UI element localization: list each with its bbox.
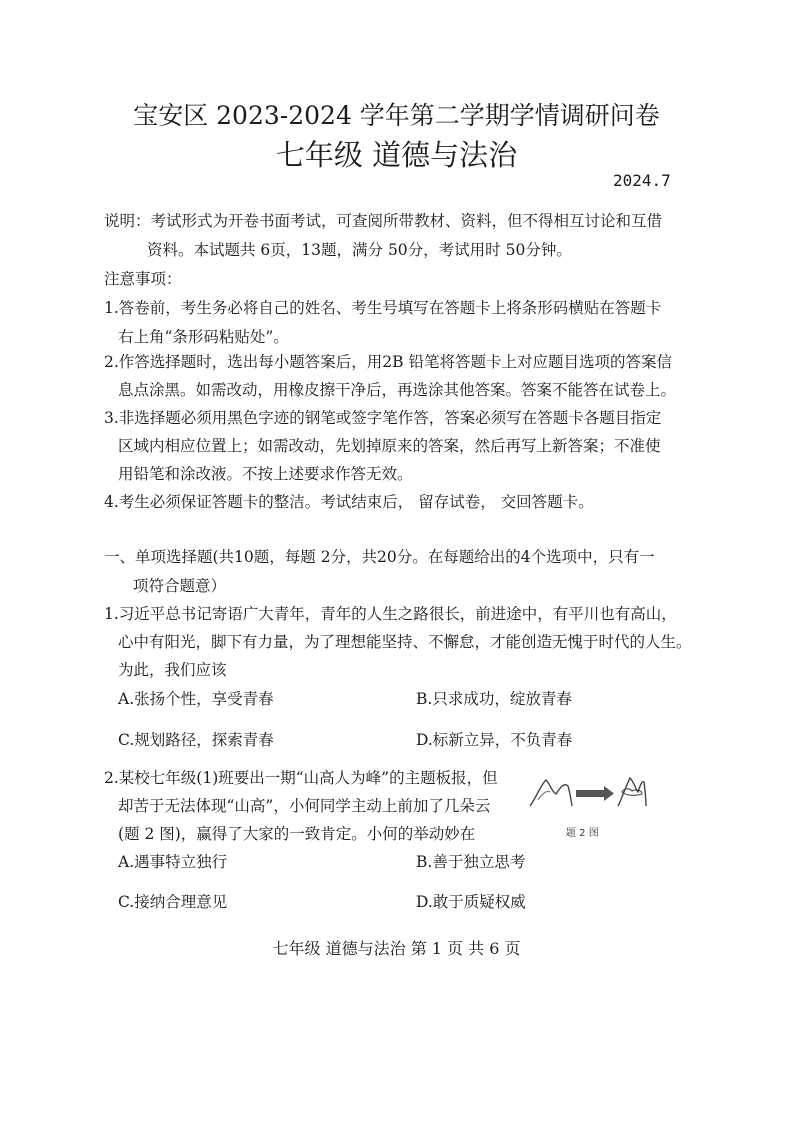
question-1-line2: 心中有阳光，脚下有力量，为了理想能坚持、不懈怠，才能创造无愧于时代的人生。 [118, 633, 692, 651]
question-2-option-d: D.敢于质疑权威 [416, 893, 526, 911]
question-1-line1: 1.习近平总书记寄语广大青年，青年的人生之路很长，前进途中，有平川也有高山， [104, 605, 677, 623]
question-2-option-a: A.遇事特立独行 [118, 853, 228, 871]
question-2-line2: 却苦于无法体现“山高”，小何同学主动上前加了几朵云 [118, 797, 491, 815]
notice-item-1-line1: 1.答卷前，考生务必将自己的姓名、考生号填写在答题卡上将条形码横贴在答题卡 [104, 299, 662, 317]
exam-date: 2024.7 [613, 171, 671, 190]
question-2-option-c: C.接纳合理意见 [118, 893, 228, 911]
notice-item-3-line3: 用铅笔和涂改液。不按上述要求作答无效。 [118, 465, 413, 483]
notice-item-2-line1: 2.作答选择题时，选出每小题答案后，用2B 铅笔将答题卡上对应题目选项的答案信 [104, 353, 672, 371]
page-footer: 七年级 道德与法治 第 1 页 共 6 页 [272, 939, 521, 958]
question-1-option-b: B.只求成功，绽放青春 [416, 690, 572, 708]
notice-item-3-line2: 区域内相应位置上；如需改动，先划掉原来的答案，然后再写上新答案；不准使 [118, 437, 661, 455]
exam-subject: 七年级 道德与法治 [275, 138, 518, 172]
notice-heading: 注意事项： [104, 270, 182, 288]
exam-title: 宝安区 2023-2024 学年第二学期学情调研问卷 [133, 101, 660, 130]
question-2-line3: (题 2 图)，赢得了大家的一致肯定。小何的举动妙在 [118, 825, 476, 843]
notice-item-4-line1: 4.考生必须保证答题卡的整洁。考试结束后， 留存试卷， 交回答题卡。 [104, 493, 594, 511]
notice-item-3-line1: 3.非选择题必须用黑色字迹的钢笔或签字笔作答，答案必须写在答题卡各题目指定 [104, 409, 662, 427]
question-1-option-d: D.标新立异，不负青春 [416, 731, 573, 749]
question-2-line1: 2.某校七年级(1)班要出一期“山高人为峰”的主题板报，但 [104, 769, 498, 787]
question-2-option-b: B.善于独立思考 [416, 853, 526, 871]
notice-item-2-line2: 息点涂黑。如需改动，用橡皮擦干净后，再选涂其他答案。答案不能答在试卷上。 [118, 381, 677, 399]
question-1-option-a: A.张扬个性，享受青春 [118, 690, 274, 708]
figure-caption: 题 2 图 [566, 828, 599, 839]
notice-item-1-line2: 右上角“条形码粘贴处”。 [118, 328, 289, 346]
instructions-note-line1: 说明：考试形式为开卷书面考试，可查阅所带教材、资料，但不得相互讨论和互借 [104, 212, 663, 230]
question-1-option-c: C.规划路径，探索青春 [118, 731, 274, 749]
question-1-line3: 为此，我们应该 [118, 661, 227, 679]
section-1-heading-line2: 项符合题意） [133, 577, 227, 595]
instructions-note-line2: 资料。本试题共 6页，13题，满分 50分，考试用时 50分钟。 [147, 241, 572, 259]
section-1-heading-line1: 一、单项选择题(共10题，每题 2分，共20分。在每题给出的4个选项中，只有一 [104, 548, 655, 566]
